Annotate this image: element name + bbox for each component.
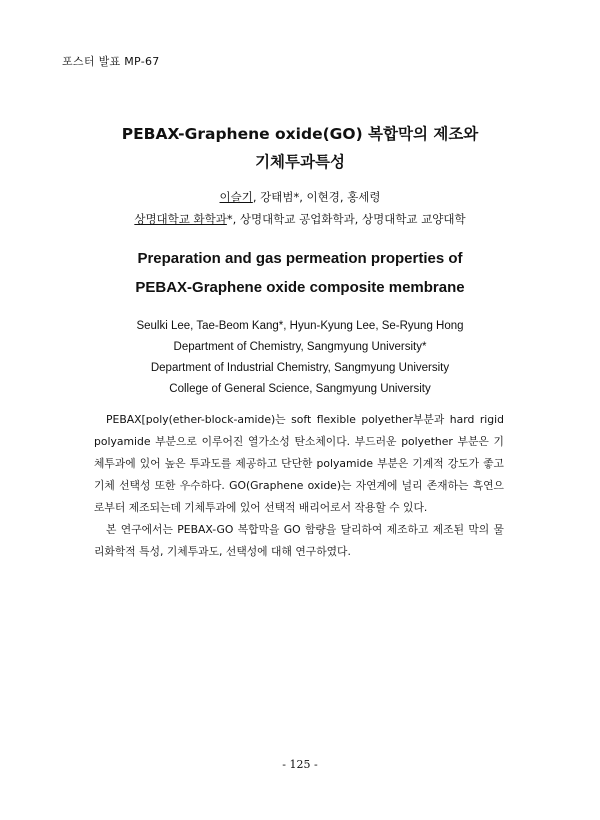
- korean-affiliations: [0, 208, 600, 230]
- english-authors: [0, 316, 600, 400]
- korean-title: [0, 120, 600, 176]
- session-tag: 포스터 발표 MP-67: [62, 55, 160, 68]
- english-title-line-2: PEBAX-Graphene oxide composite membrane: [135, 279, 465, 296]
- coauthors: , 강태범*, 이현경, 홍세령: [252, 190, 381, 204]
- abstract-paragraph-2: 본 연구에서는 PEBAX-GO 복합막을 GO 함량을 달리하여 제조하고 제조된 막의 물리화학적 특성, 기체투과도, 선택성에 대해 연구하였다.: [94, 523, 504, 558]
- abstract-paragraph-1: PEBAX[poly(ether-block-amide)는 soft flexible polyether부분과 hard rigid polyamide 부분으로 이루어진 열가소성 탄소체이다. 부드러운 polyether 부분은 기체투과에 있어 높은 투과도를 제공하고 단단한 polyamide 부분은 기계적 강도가 좋고 기체 선택성 또한 우수하다. GO(Graphene oxide)는 자연계에 널리 존재하는 흑연으로부터 제조되는데 기체투과에 있어 선택적 배리어로서 작용할 수 있다.: [94, 413, 504, 514]
- english-affiliation-1: Department of Chemistry, Sangmyung University*: [173, 341, 427, 353]
- english-title: [0, 244, 600, 302]
- page-number: - 125 -: [282, 758, 318, 771]
- korean-title-line-1: PEBAX-Graphene oxide(GO) 복합막의 제조와: [121, 125, 479, 143]
- korean-author-names: [0, 186, 600, 208]
- korean-title-line-2: 기체투과특성: [255, 153, 345, 171]
- english-affiliation-3: College of General Science, Sangmyung University: [169, 383, 431, 395]
- korean-authors: [0, 186, 600, 230]
- abstract: [94, 409, 504, 563]
- presenting-author: 이슬기: [219, 190, 253, 204]
- other-affiliations: *, 상명대학교 공업화학과, 상명대학교 교양대학: [226, 212, 466, 226]
- english-title-line-1: Preparation and gas permeation properties of: [137, 250, 463, 267]
- english-author-names: Seulki Lee, Tae-Beom Kang*, Hyun-Kyung Lee, Se-Ryung Hong: [136, 320, 464, 332]
- english-affiliation-2: Department of Industrial Chemistry, Sangmyung University: [150, 362, 450, 374]
- presenting-affiliation: 상명대학교 화학과: [134, 212, 227, 226]
